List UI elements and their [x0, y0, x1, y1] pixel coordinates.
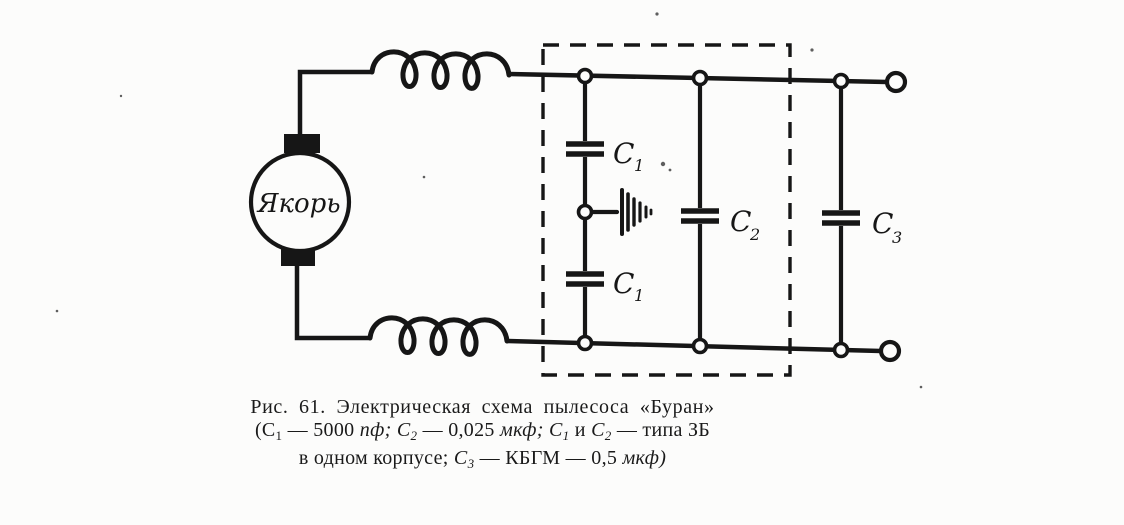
label-c3: C	[872, 207, 894, 240]
caption-text: (С	[254, 419, 276, 441]
capacitor-c1-top	[566, 144, 604, 154]
caption-italic-text: пф;	[359, 419, 392, 441]
junction-node	[579, 70, 592, 83]
junction-node	[579, 206, 592, 219]
junction-node	[835, 75, 848, 88]
figure-caption	[200, 396, 765, 475]
caption-text: — типа ЗБ	[611, 419, 711, 441]
caption-italic-text: мкф;	[500, 419, 544, 441]
caption-line-3	[200, 447, 765, 475]
caption-subscript: 1	[275, 428, 283, 443]
top-wire	[300, 72, 887, 136]
label-c2-sub: 2	[750, 225, 761, 244]
caption-italic-text: С	[396, 419, 411, 441]
caption-italic-text: С	[591, 419, 605, 441]
armature-label: Якорь	[257, 189, 341, 219]
output-terminal-bottom	[881, 342, 899, 360]
caption-subscript: 2	[410, 428, 418, 443]
caption-text: — КБГМ — 0,5	[474, 447, 623, 469]
caption-text: в одном корпусе;	[298, 447, 454, 469]
label-c1-bottom-sub: 1	[634, 286, 645, 305]
junction-node	[694, 72, 707, 85]
caption-italic-text: С	[549, 419, 563, 441]
scan-specks	[56, 12, 923, 388]
label-c3-sub: 3	[892, 228, 903, 247]
caption-italic-text: мкф)	[622, 447, 667, 469]
caption-text: — 0,025	[417, 419, 500, 441]
inductor-bottom	[370, 318, 507, 355]
junction-node	[694, 340, 707, 353]
armature-symbol	[251, 134, 349, 266]
junction-node	[579, 337, 592, 350]
caption-line-2	[200, 419, 765, 447]
label-c1-bottom: C	[613, 267, 635, 300]
capacitor-c3	[822, 213, 860, 223]
output-terminal-top	[887, 73, 905, 91]
inductor-top	[372, 52, 509, 89]
caption-subscript: 3	[467, 456, 475, 471]
caption-subscript: 1	[562, 428, 570, 443]
caption-title-text: Рис. 61. Электрическая схема пылесоса «Буран»	[250, 396, 715, 418]
label-c1-top-sub: 1	[634, 156, 645, 175]
caption-subscript: 2	[604, 428, 612, 443]
capacitor-c1-bottom	[566, 274, 604, 284]
label-c1-top: C	[613, 137, 635, 170]
capacitor-c2	[681, 211, 719, 221]
caption-line-1	[200, 396, 765, 419]
caption-text: и	[569, 419, 592, 441]
caption-text: — 5000	[282, 419, 360, 441]
caption-italic-text: С	[453, 447, 468, 469]
ground-symbol	[592, 190, 651, 234]
junction-node	[835, 344, 848, 357]
label-c2: C	[730, 205, 752, 238]
